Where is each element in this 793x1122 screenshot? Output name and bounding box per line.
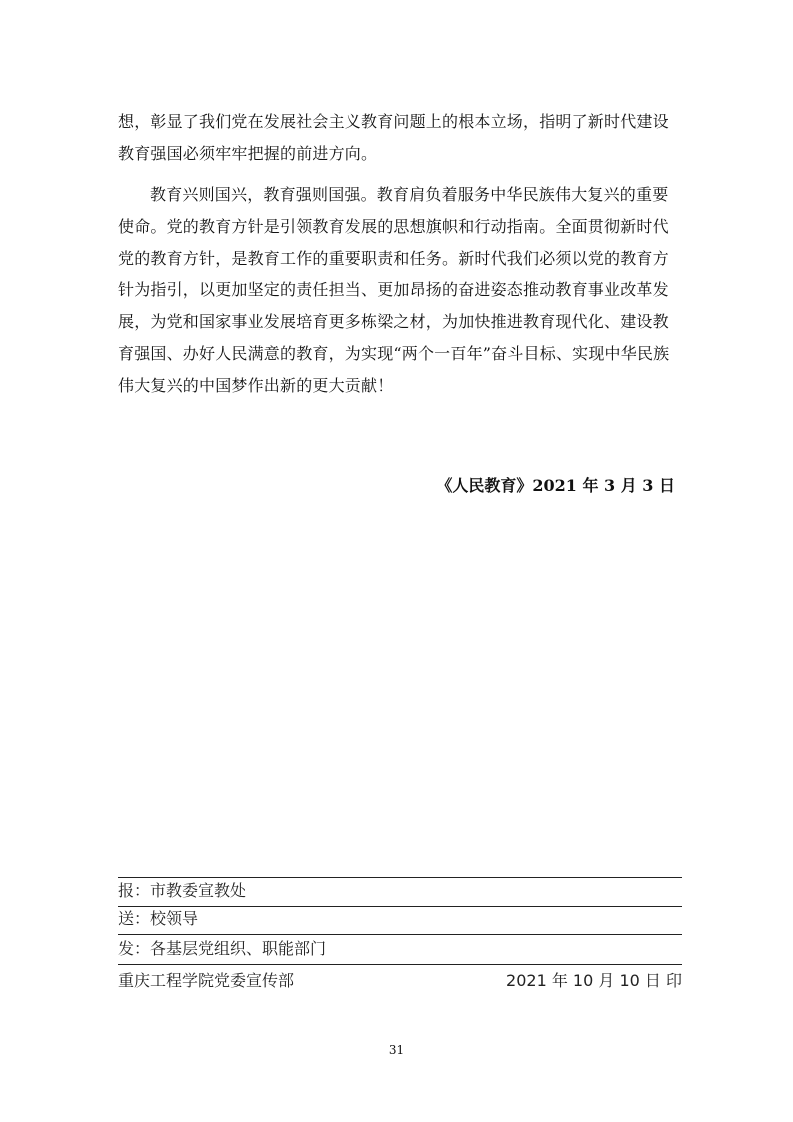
body-paragraph-1: 想，彰显了我们党在发展社会主义教育问题上的根本立场，指明了新时代建设教育强国必须牢牢把握的前进方向。: [118, 112, 669, 163]
send-to-line: 送：校领导: [118, 908, 682, 935]
body-paragraph-2: 教育兴则国兴，教育强则国强。教育肩负着服务中华民族伟大复兴的重要使命。党的教育方针是引领教育发展的思想旗帜和行动指南。全面贯彻新时代党的教育方针，是教育工作的重要职责和任务。新时代我们必须以党的教育方针为指引，以更加坚定的责任担当、更加昂扬的奋进姿态推动教育事业改革发展，为党和国家事业发展培育更多栋梁之材，为加快推进教育现代化、建设教育强国、办好人民满意的教育，为实现“两个一百年”奋斗目标、实现中华民族伟大复兴的中国梦作出新的更大贡献！: [118, 185, 670, 395]
issue-to-line: 发：各基层党组织、职能部门: [118, 938, 682, 965]
article-source: 《人民教育》2021 年 3 月 3 日: [436, 476, 675, 495]
issuer-name: 重庆工程学院党委宣传部: [118, 971, 295, 990]
print-date: 2021 年 10 月 10 日 印: [506, 971, 682, 990]
page-number: 31: [388, 1043, 405, 1057]
issuer-footer: [118, 970, 682, 996]
report-to-line: 报：市教委宣教处: [118, 877, 682, 907]
